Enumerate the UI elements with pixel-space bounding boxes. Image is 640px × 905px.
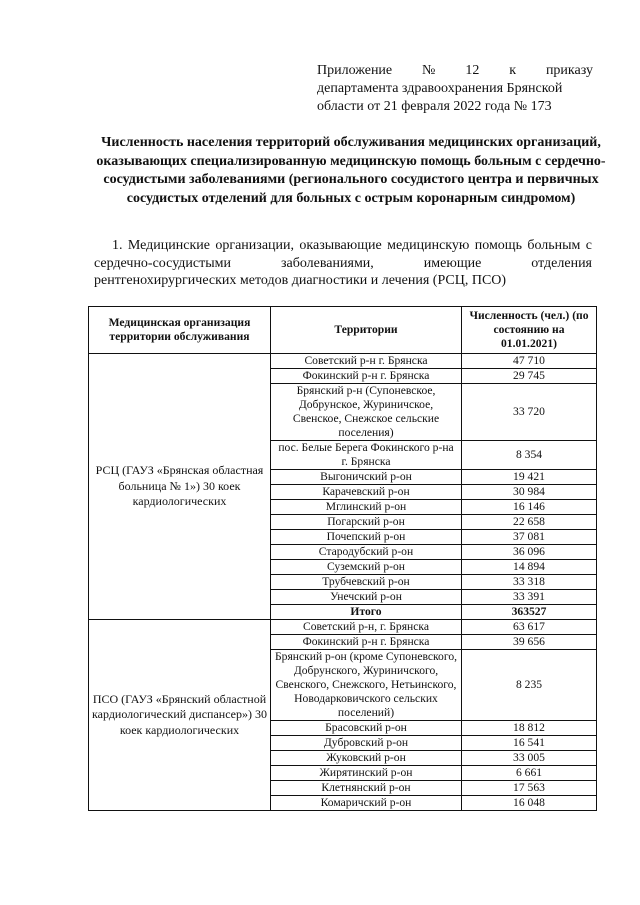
territory-cell: Брянский р-н (Супоневское, Добрунское, Журиничское, Свенское, Снежское сельские поселения) (271, 384, 462, 441)
appendix-line-2: департамента здравоохранения Брянской (317, 81, 563, 96)
appendix-line-1 (317, 62, 593, 80)
appendix-word: к (509, 63, 517, 78)
population-cell: 8 235 (462, 650, 597, 721)
territory-cell: Почепский р-он (271, 530, 462, 545)
territory-cell: Брянский р-он (кроме Супоневского, Добрунского, Журиничского, Свенского, Снежского, Нетьинского, Новодарковичского сельских поселений) (271, 650, 462, 721)
population-cell: 37 081 (462, 530, 597, 545)
total-label: Итого (271, 605, 462, 620)
header-territory: Территории (271, 307, 462, 354)
territory-cell: Жуковский р-он (271, 751, 462, 766)
appendix-word: № (422, 63, 436, 78)
total-value: 363527 (462, 605, 597, 620)
territory-cell: Советский р-н, г. Брянска (271, 620, 462, 635)
appendix-word: приказу (545, 63, 593, 78)
territory-cell: Выгоничский р-он (271, 470, 462, 485)
header-population: Численность (чел.) (по состоянию на 01.01.2021) (462, 307, 597, 354)
population-table (88, 306, 597, 811)
population-cell: 18 812 (462, 721, 597, 736)
document-title: Численность населения территорий обслуживания медицинских организаций, оказывающих специализированную медицинскую помощь больным с сердечно-сосудистыми заболеваниями (регионального сосудистого центра и первичных сосудистых отделений для больных с острым коронарным синдромом) (96, 135, 606, 206)
territory-cell: Трубчевский р-он (271, 575, 462, 590)
appendix-word: 12 (465, 63, 480, 78)
population-cell: 29 745 (462, 369, 597, 384)
territory-cell: Карачевский р-он (271, 485, 462, 500)
territory-cell: Дубровский р-он (271, 736, 462, 751)
territory-cell: Жирятинский р-он (271, 766, 462, 781)
population-cell: 47 710 (462, 354, 597, 369)
territory-cell: Клетнянский р-он (271, 781, 462, 796)
population-cell: 6 661 (462, 766, 597, 781)
population-cell: 33 005 (462, 751, 597, 766)
population-cell: 36 096 (462, 545, 597, 560)
org-cell: ПСО (ГАУЗ «Брянский областной кардиологический диспансер») 30 коек кардиологических (89, 620, 271, 811)
territory-cell: Унечский р-он (271, 590, 462, 605)
territory-cell: Суземский р-он (271, 560, 462, 575)
territory-cell: Советский р-н г. Брянска (271, 354, 462, 369)
population-cell: 16 048 (462, 796, 597, 811)
population-cell: 22 658 (462, 515, 597, 530)
population-cell: 14 894 (462, 560, 597, 575)
org-cell: РСЦ (ГАУЗ «Брянская областная больница № 1») 30 коек кардиологических (89, 354, 271, 620)
population-cell: 33 720 (462, 384, 597, 441)
population-cell: 19 421 (462, 470, 597, 485)
territory-cell: пос. Белые Берега Фокинского р-на г. Брянска (271, 441, 462, 470)
territory-cell: Брасовский р-он (271, 721, 462, 736)
population-cell: 8 354 (462, 441, 597, 470)
section-paragraph: 1. Медицинские организации, оказывающие медицинскую помощь больным с сердечно-сосудистыми заболеваниями, имеющие отделения рентгенохирургических методов диагностики и лечения (РСЦ, ПСО) (94, 238, 592, 288)
territory-cell: Фокинский р-н г. Брянска (271, 635, 462, 650)
population-cell: 33 318 (462, 575, 597, 590)
population-cell: 63 617 (462, 620, 597, 635)
territory-cell: Фокинский р-н г. Брянска (271, 369, 462, 384)
population-cell: 33 391 (462, 590, 597, 605)
table-row (89, 354, 597, 369)
table-row (89, 620, 597, 635)
territory-cell: Погарский р-он (271, 515, 462, 530)
territory-cell: Мглинский р-он (271, 500, 462, 515)
population-cell: 16 146 (462, 500, 597, 515)
appendix-header (317, 62, 593, 116)
population-cell: 39 656 (462, 635, 597, 650)
territory-cell: Комаричский р-он (271, 796, 462, 811)
table-body (89, 354, 597, 811)
appendix-word: Приложение (317, 63, 393, 78)
territory-cell: Стародубский р-он (271, 545, 462, 560)
table-header-row (89, 307, 597, 354)
population-cell: 16 541 (462, 736, 597, 751)
header-org: Медицинская организация территории обслуживания (89, 307, 271, 354)
appendix-line-3: области от 21 февраля 2022 года № 173 (317, 99, 552, 114)
population-cell: 30 984 (462, 485, 597, 500)
population-cell: 17 563 (462, 781, 597, 796)
